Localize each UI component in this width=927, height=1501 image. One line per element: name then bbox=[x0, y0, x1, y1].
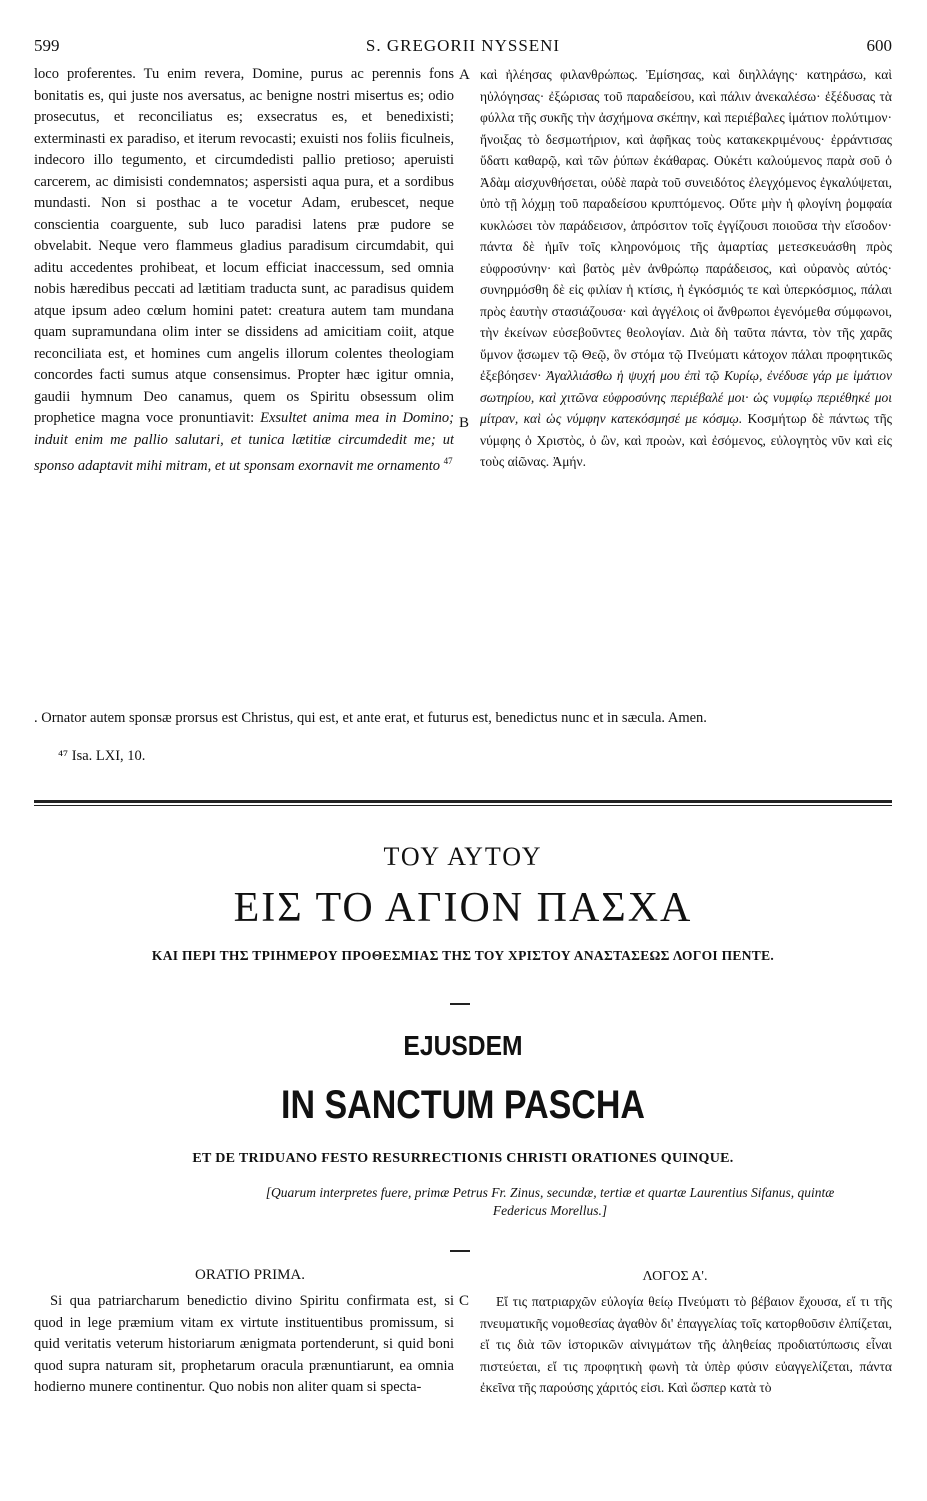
latin-small-title: EJUSDEM bbox=[403, 1030, 523, 1061]
latin-column-top bbox=[34, 64, 454, 709]
running-title: S. GREGORII NYSSENI bbox=[365, 36, 561, 55]
margin-marker-a: A bbox=[459, 67, 470, 83]
title-dash-2 bbox=[450, 1250, 470, 1252]
margin-marker-c: C bbox=[459, 1293, 470, 1309]
margin-marker-b: B bbox=[459, 415, 470, 431]
page-number-left: 599 bbox=[34, 36, 60, 55]
greek-paragraph bbox=[480, 64, 892, 473]
greek-main-title: ΕΙΣ ΤΟ ΑΓΙΟΝ ΠΑΣΧΑ bbox=[233, 885, 693, 931]
title-dash bbox=[450, 1003, 470, 1005]
greek-text-bottom: Εἴ τις πατριαρχῶν εὐλογία θείῳ Πνεύματι τὸ βέβαιον ἔχουσα, εἴ τι τῆς πνευματικῆς νομοθεσίας ἀγαθὸν δι' ἐπαγγελίας τοῖς κατορθοῦσιν ἐλπίζεται, εἴ τις διὰ τῶν ἱστορικῶν αἰνιγμάτων τῆς ἀληθείας προδιατύπωσις εἶναι πιστεύεται, εἴ τις προφητικὴ φωνὴ τὰ ὑπὲρ φύσιν εὐαγγελίζεται, πάντα ἐκεῖνα τῆς παρούσης χάριτός εἰσι. Καὶ ὥσπερ κατὰ τὸ bbox=[480, 1294, 892, 1395]
greek-section-heading: ΛΟΓΟΣ Α'. bbox=[642, 1269, 708, 1284]
greek-scripture-quote: Ἀγαλλιάσθω ἡ ψυχή μου ἐπὶ τῷ Κυρίῳ, ἐνέδυσε γάρ με ἱμάτιον σωτηρίου, καὶ χιτῶνα εὐφροσύνης περιέβαλέ μοι· ὡς νυμφίῳ περιέθηκέ μοι μίτραν, καὶ ὡς νύμφην κατεκόσμησέ με κόσμῳ. bbox=[480, 368, 892, 426]
latin-subtitle: ET DE TRIDUANO FESTO RESURRECTIONIS CHRISTI ORATIONES QUINQUE. bbox=[192, 1151, 734, 1166]
latin-section-heading: ORATIO PRIMA. bbox=[194, 1267, 305, 1283]
section-divider-thin bbox=[34, 805, 892, 806]
latin-text-bottom: Si qua patriarcharum benedictio divino Spiritu confirmata est, si quod in lege præmium vitam ex virtute instituentibus promissum, si quid veritatis veterum historiarum ænigmata portenderunt, si quid boni quod supra naturam sit, prophetarum oracula prænuntiarunt, ea omnia hodierno munere continentur. Quo nobis non aliter quam si specta- bbox=[34, 1293, 454, 1395]
footnote-ref: 47 bbox=[443, 456, 453, 466]
footnote: ⁴⁷ Isa. LXI, 10. bbox=[58, 748, 146, 764]
greek-small-title: ΤΟΥ ΑΥΤΟΥ bbox=[383, 842, 543, 871]
greek-subtitle: ΚΑΙ ΠΕΡΙ ΤΗΣ ΤΡΙΗΜΕΡΟΥ ΠΡΟΘΕΣΜΙΑΣ ΤΗΣ ΤΟΥ ΧΡΙΣΤΟΥ ΑΝΑΣΤΑΣΕΩΣ ΛΟΓΟΙ ΠΕΝΤΕ. bbox=[151, 948, 775, 963]
latin-column-bottom bbox=[34, 1291, 454, 1491]
greek-column-top bbox=[480, 64, 892, 709]
latin-paragraph bbox=[34, 64, 454, 477]
latin-scripture-quote: Exsultet anima mea in Domino; induit enim me pallio salutari, et tunica lætitiæ circumdedit me; ut sponso adaptavit mihi mitram, et ut sponsam exornavit me ornamento bbox=[34, 410, 454, 474]
interpreters-note: [Quarum interpretes fuere, primæ Petrus Fr. Zinus, secundæ, tertiæ et quartæ Laurentius Sifanus, quintæ Federicus Morellus.] bbox=[265, 1185, 835, 1218]
page-number-right: 600 bbox=[866, 36, 892, 55]
latin-main-title: IN SANCTUM PASCHA bbox=[281, 1083, 645, 1127]
section-divider bbox=[34, 800, 892, 803]
greek-column-bottom bbox=[480, 1291, 892, 1491]
latin-text-top: loco proferentes. Tu enim revera, Domine, purus ac perennis fons bonitatis es, qui juste nos aversatus, ac benigne nostri misertus es; odio prosecutus, et reconciliatus es; exsecratus es, et benedixisti; exterminasti ex paradiso, et iterum revocasti; exuisti nos foliis ficulneis, indecoro illo tegumento, et circumdedisti pallio pretioso; aperuisti carcerem, ac dimisisti condemnatos; aspersisti aqua pura, et a sordibus mundasti. Non si posthac a te vocetur Adam, erubescet, neque conscientia coarguente, sub luco paradisi latens præ pudore se obvelabit. Neque vero flammeus gladius paradisum circumdabit, qui aditu accedentes prohibeat, et locum efficiat inaccessum, sed omnia nobis hæredibus peccati ad lætitiam traducta sunt, ac paradisus quidem atque ipsum adeo cœlum homini patet: creatura autem tam mundana quam supramundana olim inter se dissidens ad amicitiam coiit, atque reconciliata est, et homines cum angelis illorum colentes theologiam concordes facti sumus atque consensimus. Propter hæc igitur omnia, gaudii hymnum Deo canamus, quem os Spiritu obsessum olim prophetice magna voce pronuntiavit: bbox=[34, 66, 454, 426]
greek-closing: Κοσμήτωρ δὲ πάντως τῆς νύμφης ὁ Χριστὸς, ὁ ὢν, καὶ προὼν, καὶ ἐσόμενος, εὐλογητὸς νῦν καὶ εἰς τοὺς αἰῶνας. Ἀμήν. bbox=[480, 411, 892, 469]
latin-closing: . Ornator autem sponsæ prorsus est Christus, qui est, et ante erat, et futurus est, benedictus nunc et in sæcula. Amen. bbox=[34, 710, 707, 726]
latin-closing-line bbox=[34, 708, 892, 729]
greek-text-top: καὶ ἠλέησας φιλανθρώπως. Ἐμίσησας, καὶ διηλλάγης· κατηράσω, καὶ ηὐλόγησας· ἐξώρισας τοῦ παραδείσου, καὶ πάλιν ἀνεκαλέσω· ἐξέδυσας τὰ φύλλα τῆς συκῆς τὴν ἀσχήμονα σκέπην, καὶ περιέβαλες ἱμάτιον πολύτιμον· ἤνοιξας τὸ δεσμωτήριον, καὶ ἀφῆκας τοὺς κατακεκριμένους· ἐρράντισας ὕδατι καθαρῷ, καὶ τῶν ῥύπων ἐκάθαρας. Οὐκέτι καλούμενος παρὰ σοῦ ὁ Ἀδὰμ αἰσχυνθήσεται, οὐδὲ παρὰ τοῦ συνειδότος ἐλεγχόμενος ἐγκαλύψεται, ὑπὸ τῇ λόχμῃ τοῦ παραδείσου κρυπτόμενος. Οὔτε μὴν ἡ φλογίνη ῥομφαία κυκλώσει τὸν παράδεισον, ἀπρόσιτον τοῖς ἐγγίζουσι ποιοῦσα τὴν εἴσοδον· πάντα δὲ ἡμῖν τοῖς κληρονόμοις τῆς ἁμαρτίας μετεσκευάσθη πρὸς εὐφροσύνην· καὶ βατὸς μὲν ἀνθρώπῳ παράδεισος, καὶ οὐρανὸς αὐτός· συνηρμόσθη δὲ εἰς φιλίαν ἡ κτίσις, ἡ ἐγκόσμιός τε καὶ ὑπερκόσμιος, πάλαι πρὸς ἑαυτὴν στασιάζουσα· καὶ ἀγγέλοις οἱ ἄνθρωποι ἐγενόμεθα σύμφωνοι, τὴν ἐκείνων εὐσεβοῦντες θεολογίαν. Διὰ δὴ ταῦτα πάντα, τὸν τῆς χαρᾶς ὕμνον ᾄσωμεν τῷ Θεῷ, ὃν στόμα τῷ Πνεύματι κάτοχον πάλαι προφητικῶς ἐξεβόησεν· bbox=[480, 67, 892, 383]
page-header bbox=[34, 36, 892, 60]
